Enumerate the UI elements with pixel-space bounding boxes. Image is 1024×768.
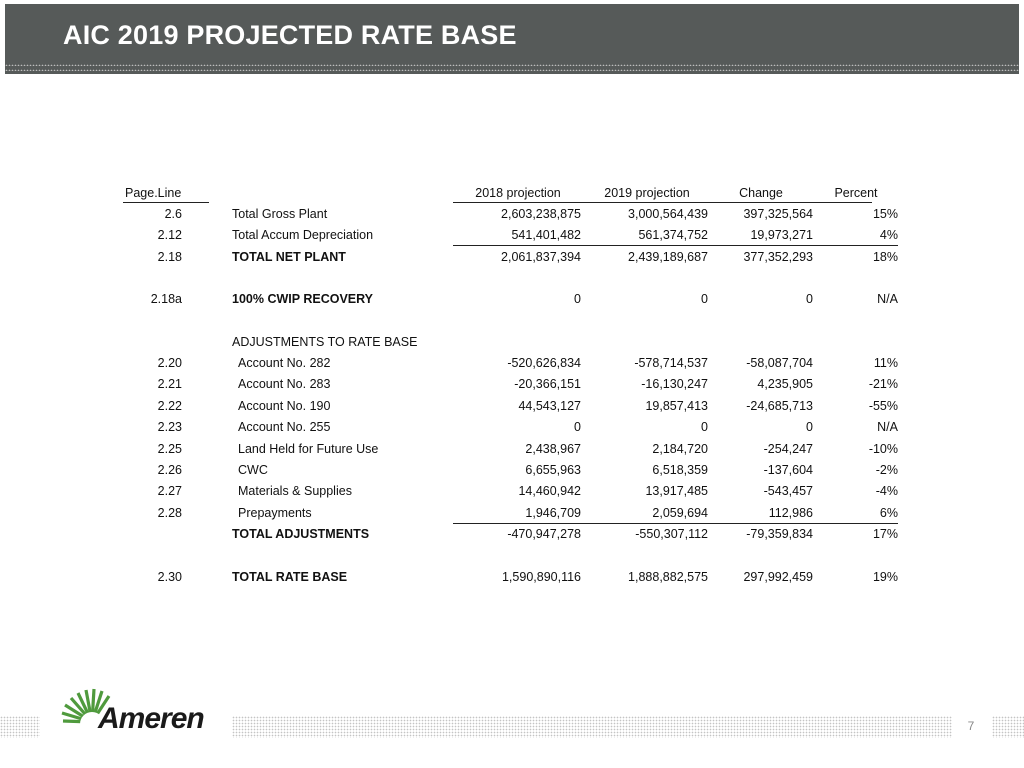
row-2019: -550,307,112 bbox=[635, 527, 708, 541]
row-percent: 4% bbox=[879, 228, 898, 242]
row-2018: 14,460,942 bbox=[518, 484, 581, 498]
row-2018: 44,543,127 bbox=[518, 399, 581, 413]
row-change: 0 bbox=[806, 292, 813, 306]
table-row bbox=[0, 503, 1024, 524]
row-2019: 2,184,720 bbox=[652, 442, 708, 456]
row-percent: 11% bbox=[873, 356, 898, 370]
row-2018: 1,946,709 bbox=[525, 506, 581, 520]
row-page-line: 2.6 bbox=[164, 207, 182, 221]
row-2019: -578,714,537 bbox=[634, 356, 708, 370]
row-page-line: 2.18a bbox=[150, 292, 182, 306]
table-row bbox=[0, 374, 1024, 395]
col-header-page-line: Page.Line bbox=[125, 186, 182, 200]
page-number: 7 bbox=[967, 719, 975, 733]
row-2018: 0 bbox=[574, 292, 581, 306]
row-2019: 6,518,359 bbox=[652, 463, 708, 477]
row-page-line: 2.18 bbox=[157, 250, 182, 264]
row-change: 19,973,271 bbox=[750, 228, 813, 242]
row-change: 4,235,905 bbox=[757, 377, 813, 391]
table-row bbox=[0, 204, 1024, 225]
row-percent: 15% bbox=[872, 207, 898, 221]
table-row bbox=[0, 460, 1024, 481]
row-2018: -470,947,278 bbox=[507, 527, 581, 541]
col-header-2018: 2018 projection bbox=[475, 186, 561, 200]
row-description: TOTAL NET PLANT bbox=[232, 250, 346, 264]
row-change: -24,685,713 bbox=[746, 399, 813, 413]
row-change: 397,325,564 bbox=[743, 207, 813, 221]
row-2019: 1,888,882,575 bbox=[628, 570, 708, 584]
col-header-change: Change bbox=[739, 186, 783, 200]
table-row bbox=[0, 247, 1024, 268]
row-change: -79,359,834 bbox=[746, 527, 813, 541]
row-2019: 2,439,189,687 bbox=[628, 250, 708, 264]
row-page-line: 2.22 bbox=[157, 399, 182, 413]
row-change: -254,247 bbox=[763, 442, 813, 456]
row-description: CWC bbox=[238, 463, 268, 477]
row-change: -58,087,704 bbox=[746, 356, 813, 370]
row-2019: 19,857,413 bbox=[645, 399, 708, 413]
footer-dot-band-left bbox=[0, 716, 40, 738]
row-change: -137,604 bbox=[763, 463, 813, 477]
subtotal-underline bbox=[453, 245, 898, 246]
row-2019: -16,130,247 bbox=[641, 377, 708, 391]
page-title: AIC 2019 PROJECTED RATE BASE bbox=[63, 20, 517, 50]
row-page-line: 2.20 bbox=[157, 356, 182, 370]
row-2018: 2,603,238,875 bbox=[501, 207, 581, 221]
row-description: Account No. 255 bbox=[238, 420, 331, 434]
row-description: Total Accum Depreciation bbox=[232, 228, 374, 242]
row-description: Account No. 282 bbox=[238, 356, 331, 370]
row-description: Total Gross Plant bbox=[232, 207, 328, 221]
row-2018: 2,438,967 bbox=[525, 442, 581, 456]
row-2019: 561,374,752 bbox=[638, 228, 708, 242]
row-description: ADJUSTMENTS TO RATE BASE bbox=[232, 335, 418, 349]
row-description: Land Held for Future Use bbox=[238, 442, 379, 456]
table-row bbox=[0, 396, 1024, 417]
row-page-line: 2.27 bbox=[157, 484, 182, 498]
table-row bbox=[0, 481, 1024, 502]
table-row bbox=[0, 289, 1024, 310]
row-2018: 1,590,890,116 bbox=[501, 570, 581, 584]
row-percent: 19% bbox=[872, 570, 898, 584]
row-description: Prepayments bbox=[238, 506, 312, 520]
row-2019: 2,059,694 bbox=[652, 506, 708, 520]
row-2018: -20,366,151 bbox=[514, 377, 581, 391]
row-change: 0 bbox=[806, 420, 813, 434]
row-page-line: 2.23 bbox=[157, 420, 182, 434]
row-percent: -10% bbox=[868, 442, 898, 456]
row-percent: 18% bbox=[872, 250, 898, 264]
row-change: 377,352,293 bbox=[743, 250, 813, 264]
col-header-2019: 2019 projection bbox=[604, 186, 690, 200]
row-change: 112,986 bbox=[768, 506, 813, 520]
row-change: -543,457 bbox=[763, 484, 813, 498]
row-change: 297,992,459 bbox=[743, 570, 813, 584]
row-description: Account No. 283 bbox=[238, 377, 331, 391]
table-row bbox=[0, 439, 1024, 460]
row-2018: -520,626,834 bbox=[507, 356, 581, 370]
row-page-line: 2.26 bbox=[157, 463, 182, 477]
header-underline-values bbox=[453, 202, 872, 203]
col-header-percent: Percent bbox=[834, 186, 878, 200]
row-percent: N/A bbox=[877, 420, 898, 434]
table-row bbox=[0, 417, 1024, 438]
row-percent: 6% bbox=[879, 506, 898, 520]
row-percent: -21% bbox=[868, 377, 898, 391]
row-description: Materials & Supplies bbox=[238, 484, 352, 498]
row-percent: 17% bbox=[872, 527, 898, 541]
header-underline-page-line bbox=[123, 202, 209, 203]
table-row bbox=[0, 353, 1024, 374]
footer-dot-band-right bbox=[992, 716, 1024, 738]
title-dot-band-lower bbox=[5, 69, 1019, 71]
table-row bbox=[0, 567, 1024, 588]
table-section-heading bbox=[0, 332, 1024, 353]
table-row bbox=[0, 524, 1024, 545]
row-page-line: 2.30 bbox=[157, 570, 182, 584]
row-percent: -55% bbox=[868, 399, 898, 413]
row-page-line: 2.12 bbox=[157, 228, 182, 242]
row-page-line: 2.28 bbox=[157, 506, 182, 520]
table-row bbox=[0, 225, 1024, 246]
row-2019: 13,917,485 bbox=[645, 484, 708, 498]
table-header-row bbox=[0, 183, 1024, 204]
row-2019: 0 bbox=[701, 420, 708, 434]
row-percent: N/A bbox=[877, 292, 898, 306]
row-description: TOTAL ADJUSTMENTS bbox=[232, 527, 370, 541]
row-2018: 6,655,963 bbox=[525, 463, 581, 477]
ameren-logo bbox=[60, 686, 210, 748]
row-page-line: 2.21 bbox=[157, 377, 182, 391]
row-description: TOTAL RATE BASE bbox=[232, 570, 348, 584]
row-2018: 2,061,837,394 bbox=[501, 250, 581, 264]
row-2018: 0 bbox=[574, 420, 581, 434]
row-description: 100% CWIP RECOVERY bbox=[232, 292, 374, 306]
row-2019: 0 bbox=[701, 292, 708, 306]
row-percent: -4% bbox=[875, 484, 898, 498]
row-description: Account No. 190 bbox=[238, 399, 331, 413]
row-2019: 3,000,564,439 bbox=[628, 207, 708, 221]
row-page-line: 2.25 bbox=[157, 442, 182, 456]
row-2018: 541,401,482 bbox=[511, 228, 581, 242]
footer-dot-band bbox=[232, 716, 952, 738]
logo-wordmark: Ameren bbox=[98, 702, 204, 735]
row-percent: -2% bbox=[875, 463, 898, 477]
title-dot-band bbox=[5, 64, 1019, 66]
